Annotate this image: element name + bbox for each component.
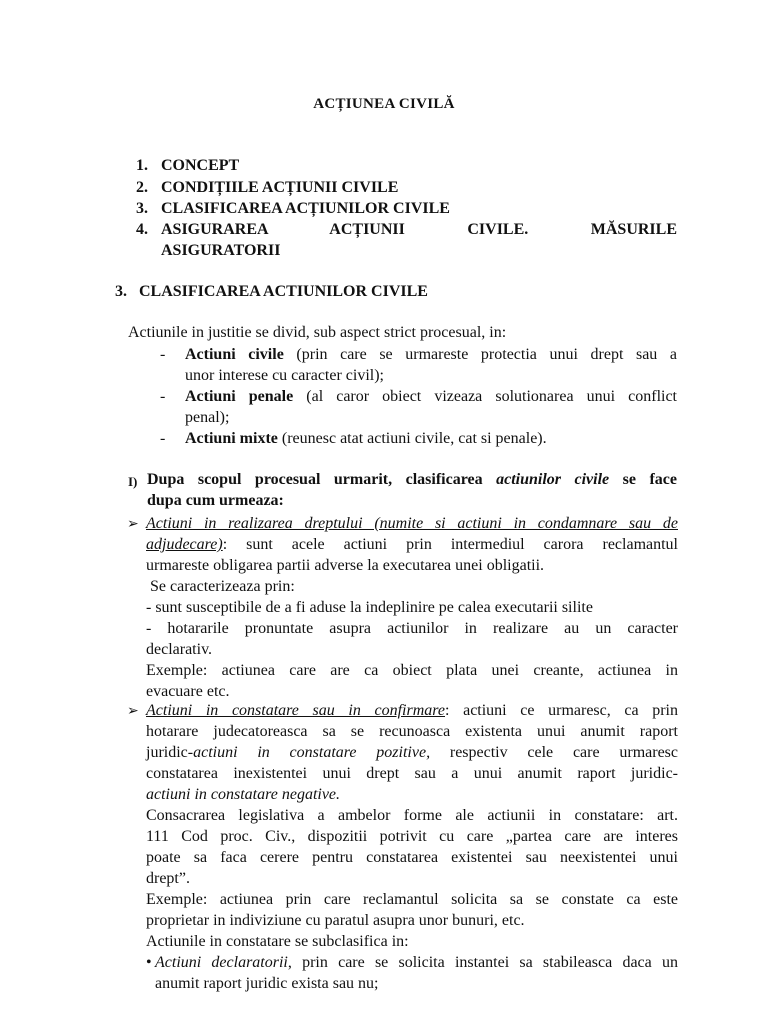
item-text: - sunt susceptibile de a fi aduse la indeplinire pe calea executarii silite — [146, 599, 593, 616]
toc-item: CONCEPT — [161, 157, 240, 174]
arrow-item-text — [146, 700, 678, 721]
list-term: Actiuni penale — [185, 388, 294, 405]
list-desc: (al caror obiect vizeaza solutionarea unui conflict — [306, 388, 678, 405]
arrow-item-title: Actiuni in constatare sau in confirmare — [146, 702, 445, 719]
item-text: urmareste obligarea partii adverse la executarea unei obligatii. — [146, 557, 545, 574]
item-emphasis: actiuni in constatare negative. — [146, 786, 341, 803]
item-text: : sunt acele actiuni prin intermediul carora reclamantul — [222, 536, 678, 553]
item-text: Actiunile in constatare se subclasifica in: — [146, 933, 409, 950]
item-text: poate sa faca cerere pentru constatarea existentei sau neexistentei unui — [146, 849, 678, 866]
part-heading-continuation: dupa cum urmeaza: — [147, 492, 284, 509]
item-text: 111 Cod proc. Civ., dispozitii potrivit cu care „partea care are interes — [146, 828, 678, 845]
page-title: ACȚIUNEA CIVILĂ — [313, 96, 455, 112]
roman-numeral: I) — [128, 474, 138, 489]
heading-text: se face — [622, 471, 678, 488]
item-example: Exemple: actiunea prin care reclamantul solicita sa se constate ca este — [146, 891, 678, 908]
arrow-bullet-icon: ➢ — [127, 704, 139, 719]
toc-number: 2. — [136, 179, 148, 196]
item-emphasis: actiuni in constatare pozitive, — [193, 744, 431, 761]
item-text — [146, 742, 678, 763]
dash-marker: - — [160, 346, 166, 363]
intro-paragraph: Actiunile in justitie se divid, sub aspect strict procesual, in: — [128, 324, 507, 341]
toc-number: 4. — [136, 221, 148, 238]
item-example: proprietar in indiviziune cu paratul asupra unor bunuri, etc. — [146, 912, 525, 929]
toc-item: ASIGURAREA ACȚIUNII CIVILE. MĂSURILE — [161, 221, 677, 238]
item-text: - hotararile pronuntate asupra actiunilor in realizare au un caracter — [146, 620, 678, 637]
item-text: Se caracterizeaza prin: — [150, 578, 295, 595]
toc-number: 1. — [136, 157, 148, 174]
list-term: Actiuni civile — [185, 346, 284, 363]
item-title-continuation: adjudecare) — [146, 536, 223, 553]
item-text: juridic- — [146, 744, 194, 761]
list-item — [185, 344, 677, 365]
toc-item: CONDIȚIILE ACȚIUNII CIVILE — [161, 179, 399, 196]
list-item — [185, 428, 547, 449]
sub-item-text — [155, 952, 678, 973]
item-text: Consacrarea legislativa a ambelor forme ale actiunii in constatare: art. — [146, 807, 678, 824]
list-term: Actiuni mixte — [185, 430, 278, 447]
heading-emphasis: actiunilor civile — [496, 471, 610, 488]
list-item — [185, 386, 677, 407]
toc-item-continuation: ASIGURATORII — [161, 242, 281, 259]
heading-text: Dupa scopul procesual urmarit, clasificarea — [147, 471, 483, 488]
list-desc: (reunesc atat actiuni civile, cat si penale). — [281, 430, 547, 447]
list-desc: (prin care se urmareste protectia unui drept sau a — [296, 346, 678, 363]
item-text: respectiv cele care urmaresc — [430, 744, 679, 761]
arrow-bullet-icon: ➢ — [127, 517, 139, 532]
item-text: constatarea inexistentei unui drept sau a unui anumit raport juridic- — [146, 765, 678, 782]
sub-item-term: Actiuni declaratorii — [155, 954, 288, 971]
item-example: evacuare etc. — [146, 683, 230, 700]
bullet-icon: • — [146, 954, 152, 971]
dash-marker: - — [160, 388, 166, 405]
arrow-item-text — [146, 534, 678, 555]
arrow-item-title: Actiuni in realizarea dreptului (numite si actiuni in condamnare sau de — [146, 515, 678, 532]
toc-item: CLASIFICAREA ACȚIUNILOR CIVILE — [161, 200, 450, 217]
sub-item-text: anumit raport juridic exista sau nu; — [155, 975, 379, 992]
item-text: drept”. — [146, 870, 190, 887]
list-item-continuation: penal); — [185, 409, 230, 426]
item-text: declarativ. — [146, 641, 213, 658]
dash-marker: - — [160, 430, 166, 447]
item-text: hotarare judecatoreasca sa se recunoasca existenta unui anumit raport — [146, 723, 678, 740]
item-text: : actiuni ce urmaresc, ca prin — [445, 702, 678, 719]
item-example: Exemple: actiunea care are ca obiect plata unei creante, actiunea in — [146, 662, 678, 679]
section-heading: CLASIFICAREA ACTIUNILOR CIVILE — [139, 283, 428, 300]
section-number: 3. — [115, 283, 127, 300]
part-heading — [147, 469, 677, 490]
sub-item-desc: , prin care se solicita instantei sa stabileasca daca un — [287, 954, 678, 971]
toc-number: 3. — [136, 200, 148, 217]
list-item-continuation: unor interese cu caracter civil); — [185, 367, 384, 384]
